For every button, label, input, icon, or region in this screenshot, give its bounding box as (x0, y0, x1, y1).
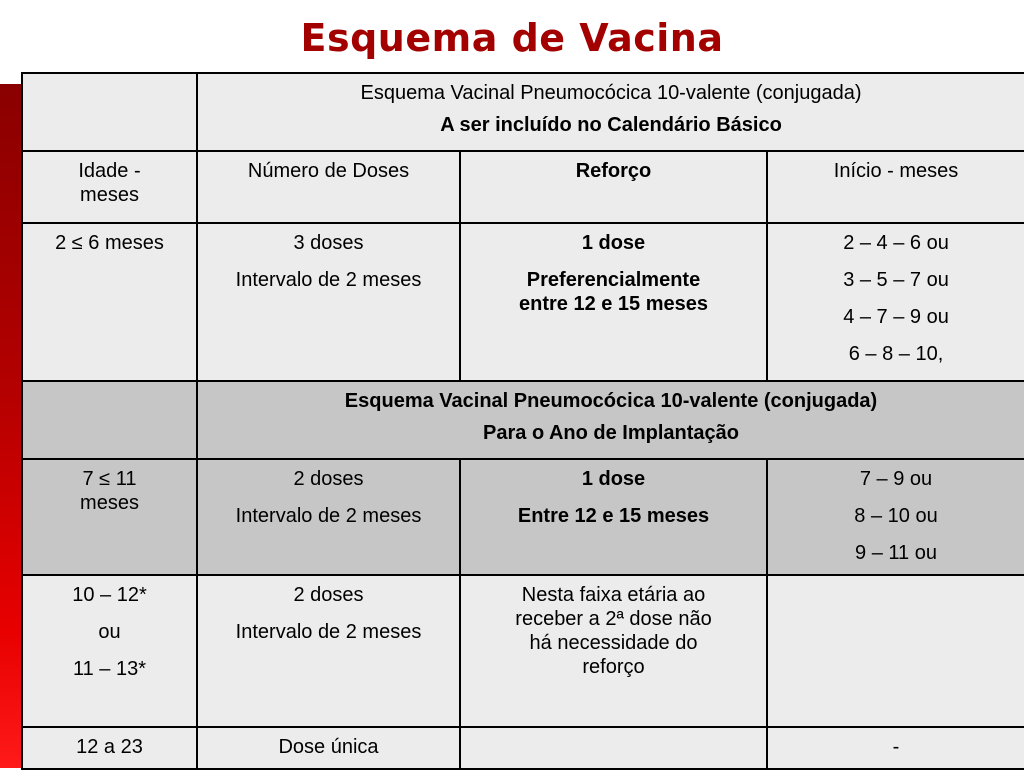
row1-inicio-line: 6 – 8 – 10, (848, 343, 944, 365)
row1-inicio-line: 3 – 5 – 7 ou (843, 269, 949, 291)
column-header-reforco: Reforço (460, 151, 767, 223)
section-header-line1: Esquema Vacinal Pneumocócica 10-valente (conjugada) (344, 390, 878, 412)
row2-inicio-line: 7 – 9 ou (859, 468, 933, 490)
column-header-doses: Número de Doses (197, 151, 460, 223)
row3-idade (22, 575, 197, 727)
row2-inicio-line: 8 – 10 ou (854, 505, 938, 527)
section-header-line2: A ser incluído no Calendário Básico (440, 114, 782, 136)
row2-doses-line2: Intervalo de 2 meses (235, 505, 422, 527)
column-header-idade (22, 151, 197, 223)
row1-doses (197, 223, 460, 381)
empty-cell (22, 73, 197, 151)
empty-cell (22, 381, 197, 459)
row1-reforco-line2b: entre 12 e 15 meses (518, 293, 709, 315)
row2-reforco-line1: 1 dose (581, 468, 646, 490)
row2-inicio-line: 9 – 11 ou (855, 542, 937, 564)
row2-reforco (460, 459, 767, 575)
vaccine-schedule-table (21, 72, 1024, 770)
row1-doses-line1: 3 doses (293, 232, 364, 254)
row3-doses-line2: Intervalo de 2 meses (235, 621, 422, 643)
row3-reforco-line: Nesta faixa etária ao (521, 584, 706, 606)
row3-reforco (460, 575, 767, 727)
table-row (22, 223, 1024, 381)
row4-doses: Dose única (197, 727, 460, 769)
row2-reforco-line2: Entre 12 e 15 meses (517, 505, 710, 527)
side-accent-bar (0, 84, 21, 768)
section-header-row (22, 73, 1024, 151)
row4-inicio: - (767, 727, 1024, 769)
row1-reforco-line1: 1 dose (581, 232, 646, 254)
row1-inicio-line: 2 – 4 – 6 ou (843, 232, 949, 254)
row3-reforco-line: reforço (582, 656, 645, 678)
row3-idade-line: 11 – 13* (72, 658, 147, 680)
section-header-implantacao (197, 381, 1024, 459)
row3-reforco-line: receber a 2ª dose não (515, 608, 712, 630)
table-row (22, 727, 1024, 769)
row3-idade-line: 10 – 12* (72, 584, 147, 606)
row3-inicio (767, 575, 1024, 727)
row1-reforco-line2a: Preferencialmente (526, 269, 701, 291)
row2-doses (197, 459, 460, 575)
row1-inicio-line: 4 – 7 – 9 ou (843, 306, 949, 328)
row2-idade-line1: 7 ≤ 11 (82, 468, 137, 490)
column-header-inicio: Início - meses (767, 151, 1024, 223)
column-header-idade-line2: meses (80, 184, 139, 206)
section-header-row (22, 381, 1024, 459)
row4-idade: 12 a 23 (22, 727, 197, 769)
column-header-row (22, 151, 1024, 223)
row3-doses-line1: 2 doses (293, 584, 364, 606)
column-header-idade-line1: Idade - (78, 160, 141, 182)
row2-doses-line1: 2 doses (293, 468, 364, 490)
row1-inicio (767, 223, 1024, 381)
row1-reforco (460, 223, 767, 381)
section-header-line1: Esquema Vacinal Pneumocócica 10-valente (conjugada) (360, 82, 862, 104)
page-title: Esquema de Vacina (300, 16, 724, 60)
row3-idade-line: ou (98, 621, 121, 643)
table-row (22, 459, 1024, 575)
section-header-line2: Para o Ano de Implantação (483, 422, 740, 444)
table-row (22, 575, 1024, 727)
row3-doses (197, 575, 460, 727)
row2-idade (22, 459, 197, 575)
row1-doses-line2: Intervalo de 2 meses (235, 269, 422, 291)
row3-reforco-line: há necessidade do (529, 632, 698, 654)
section-header-calendario (197, 73, 1024, 151)
row4-reforco (460, 727, 767, 769)
row2-inicio (767, 459, 1024, 575)
row2-idade-line2: meses (80, 492, 139, 514)
row1-idade: 2 ≤ 6 meses (22, 223, 197, 381)
